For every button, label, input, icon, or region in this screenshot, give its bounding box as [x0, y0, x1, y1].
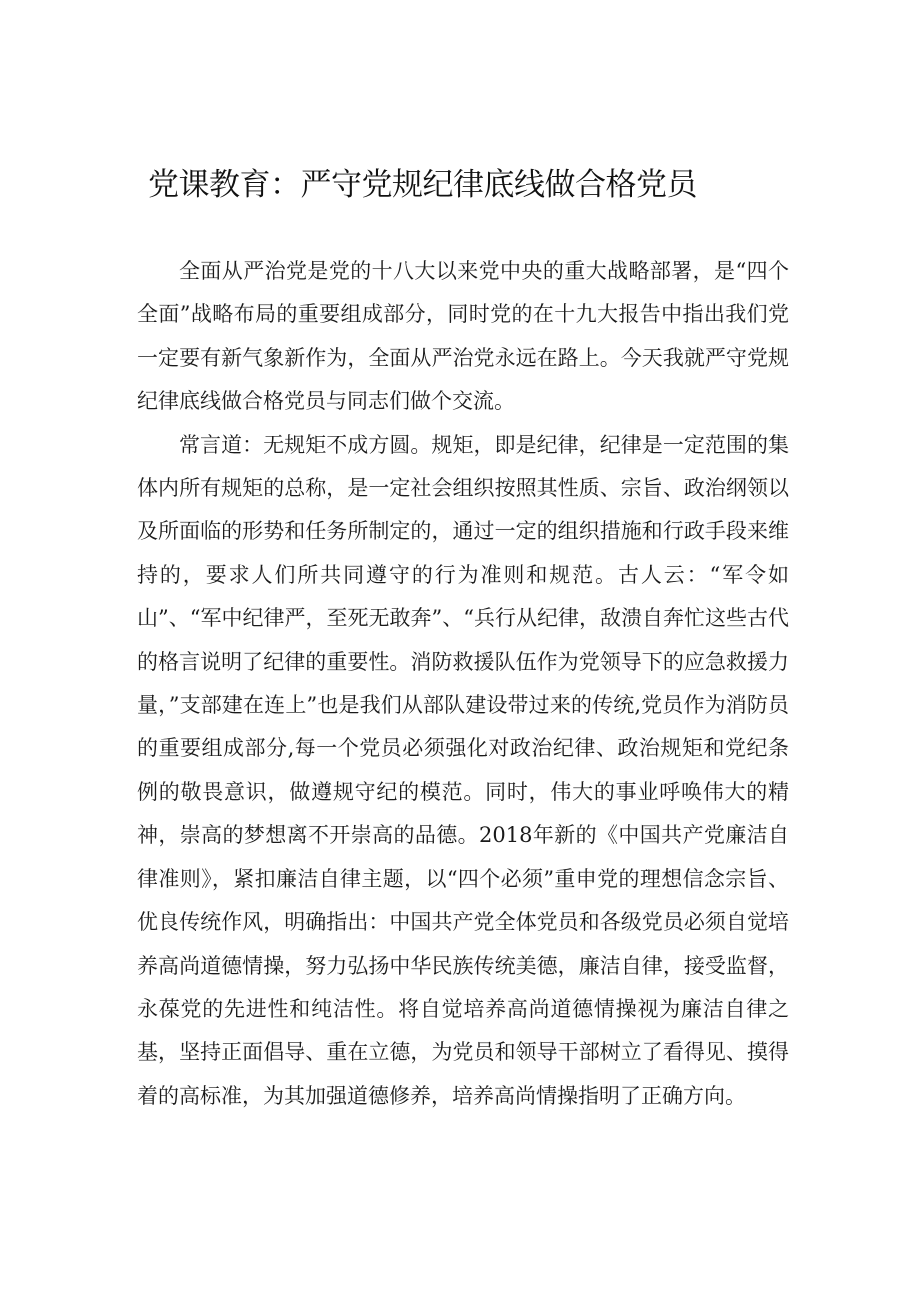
- paragraph-1: 全面从严治党是党的十八大以来党中央的重大战略部署，是“四个全面”战略布局的重要组成部分，同时党的在十九大报告中指出我们党一定要有新气象新作为，全面从严治党永远在路上。今天我就严守党规纪律底线做合格党员与同志们做个交流。: [137, 259, 789, 414]
- document-title: 党课教育：严守党规纪律底线做合格党员: [148, 167, 697, 203]
- document-body: [137, 250, 789, 1118]
- paragraph-2: 常言道：无规矩不成方圆。规矩，即是纪律，纪律是一定范围的集体内所有规矩的总称，是一定社会组织按照其性质、宗旨、政治纲领以及所面临的形势和任务所制定的，通过一定的组织措施和行政手段来维持的，要求人们所共同遵守的行为准则和规范。古人云：“军令如山”、“军中纪律严，至死无敢奔”、“兵行从纪律，敌溃自奔忙这些古代的格言说明了纪律的重要性。消防救援队伍作为党领导下的应急救援力量，”支部建在连上”也是我们从部队建设带过来的传统,党员作为消防员的重要组成部分,每一个党员必须强化对政治纪律、政治规矩和党纪条例的敬畏意识，做遵规守纪的模范。同时，伟大的事业呼唤伟大的精神，崇高的梦想离不开崇高的品德。2018年新的《中国共产党廉洁自律准则》，紧扣廉洁自律主题，以“四个必须”重申党的理想信念宗旨、优良传统作风，明确指出：中国共产党全体党员和各级党员必须自觉培养高尚道德情操，努力弘扬中华民族传统美德，廉洁自律，接受监督，永葆党的先进性和纯洁性。将自觉培养高尚道德情操视为廉洁自律之基，坚持正面倡导、重在立德，为党员和领导干部树立了看得见、摸得着的高标准，为其加强道德修养，培养高尚情操指明了正确方向。: [137, 432, 789, 1108]
